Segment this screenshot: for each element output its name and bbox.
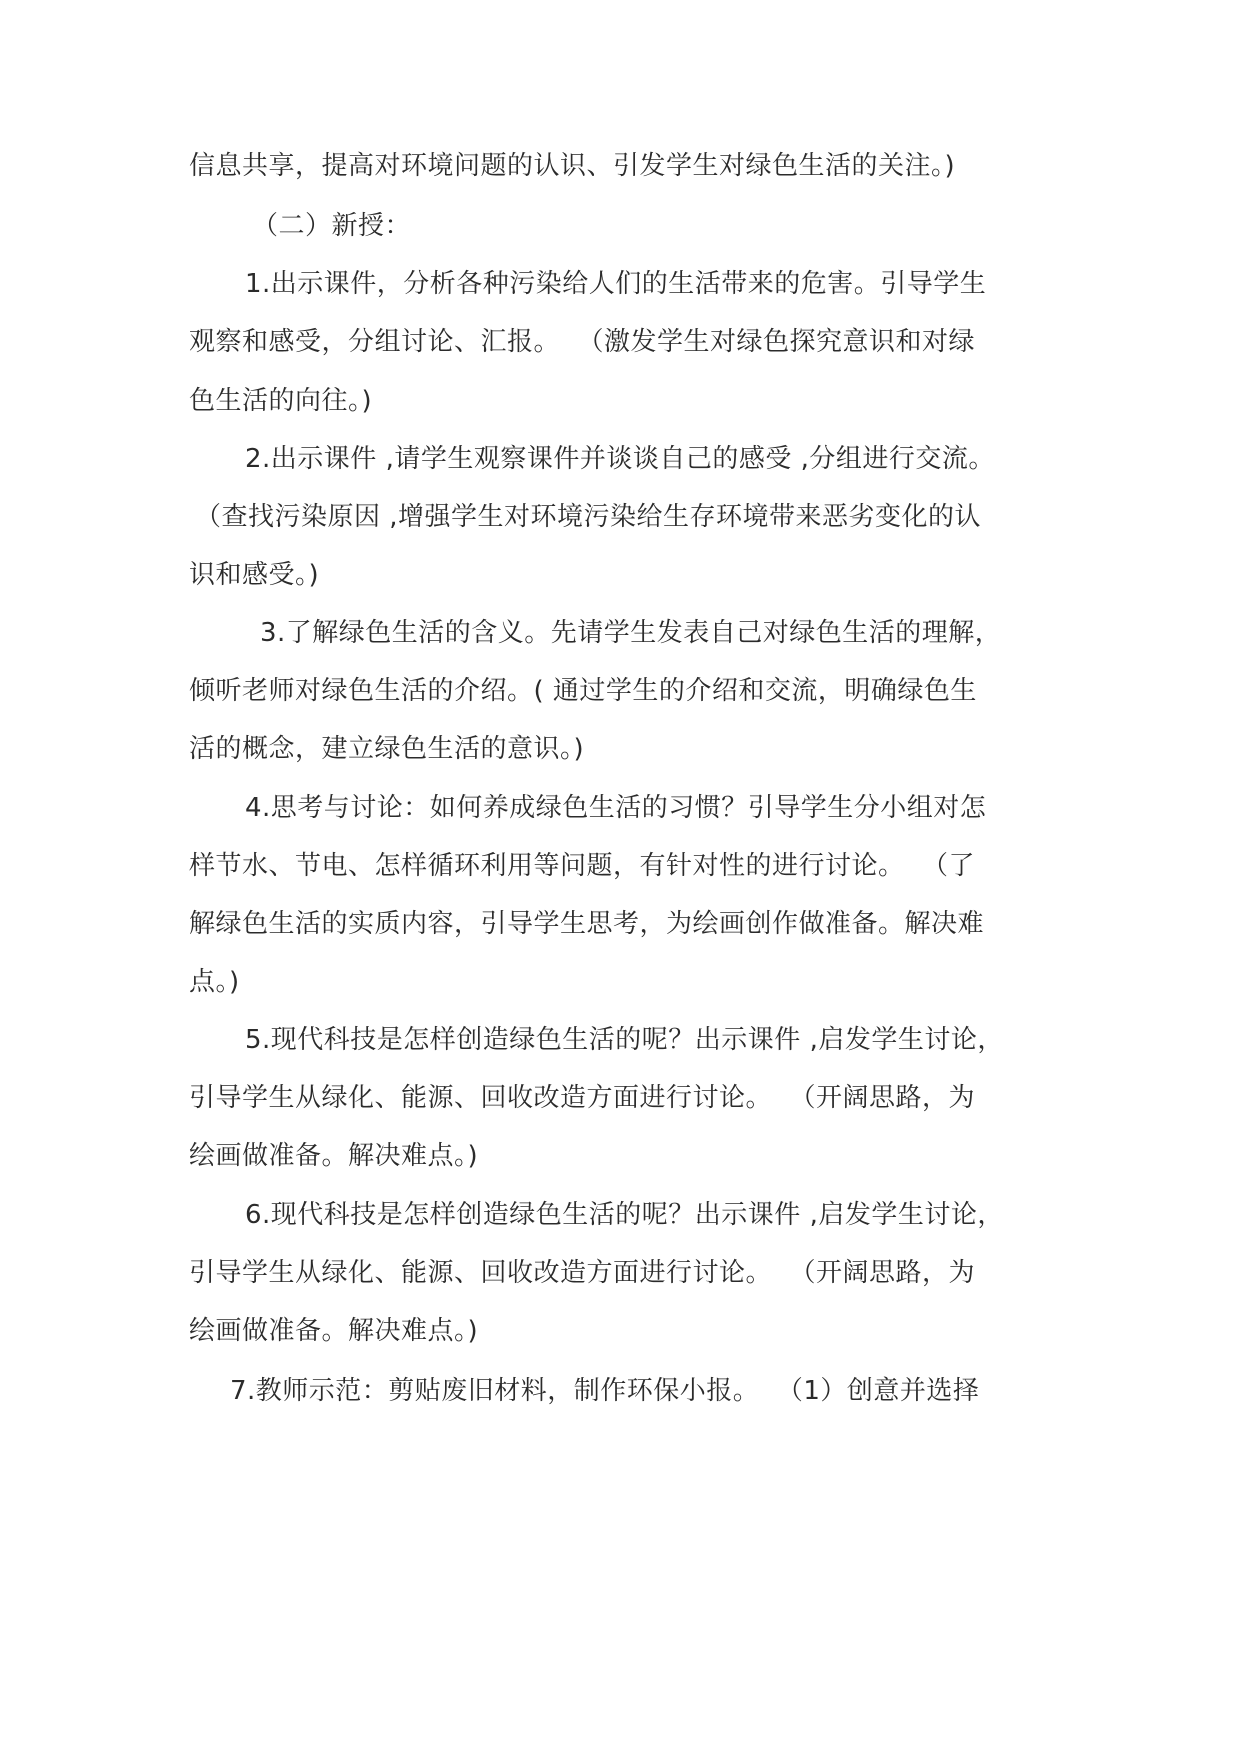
text-line: （查找污染原因 ,增强学生对环境污染给生存环境带来恶劣变化的认 (195, 502, 982, 532)
text-line: 引导学生从绿化、能源、回收改造方面进行讨论。 （开阔思路，为 (189, 1083, 976, 1113)
text-line: 倾听老师对绿色生活的介绍。( 通过学生的介绍和交流，明确绿色生 (189, 676, 977, 706)
text-line: 2.出示课件 ,请学生观察课件并谈谈自己的感受 ,分组进行交流。 (245, 444, 995, 474)
text-line: 1.出示课件，分析各种污染给人们的生活带来的危害。引导学生 (245, 269, 987, 299)
text-line: 解绿色生活的实质内容，引导学生思考，为绘画创作做准备。解决难 (189, 909, 985, 939)
text-line: 3.了解绿色生活的含义。先请学生发表自己对绿色生活的理解， (260, 618, 1002, 648)
text-line: 4.思考与讨论：如何养成绿色生活的习惯？引导学生分小组对怎 (245, 793, 987, 823)
text-line: 点。) (189, 967, 240, 997)
text-line: 引导学生从绿化、能源、回收改造方面进行讨论。 （开阔思路，为 (189, 1258, 976, 1288)
text-line: 7.教师示范：剪贴废旧材料，制作环保小报。 （1）创意并选择 (230, 1376, 980, 1406)
text-line: 活的概念，建立绿色生活的意识。) (189, 734, 585, 764)
text-line: 绘画做准备。解决难点。) (189, 1316, 479, 1346)
text-line: 绘画做准备。解决难点。) (189, 1141, 479, 1171)
section-heading: （二）新授： (252, 211, 412, 241)
text-line: 色生活的向往。) (189, 386, 373, 416)
text-line: 识和感受。) (189, 560, 320, 590)
text-line: 5.现代科技是怎样创造绿色生活的呢？出示课件 ,启发学生讨论， (245, 1025, 1004, 1055)
text-line: 信息共享，提高对环境问题的认识、引发学生对绿色生活的关注。) (189, 151, 956, 181)
text-line: 6.现代科技是怎样创造绿色生活的呢？出示课件 ,启发学生讨论， (245, 1200, 1004, 1230)
text-line: 样节水、节电、怎样循环利用等问题，有针对性的进行讨论。 （了 (189, 851, 976, 881)
text-line: 观察和感受，分组讨论、汇报。 （激发学生对绿色探究意识和对绿 (189, 327, 976, 357)
